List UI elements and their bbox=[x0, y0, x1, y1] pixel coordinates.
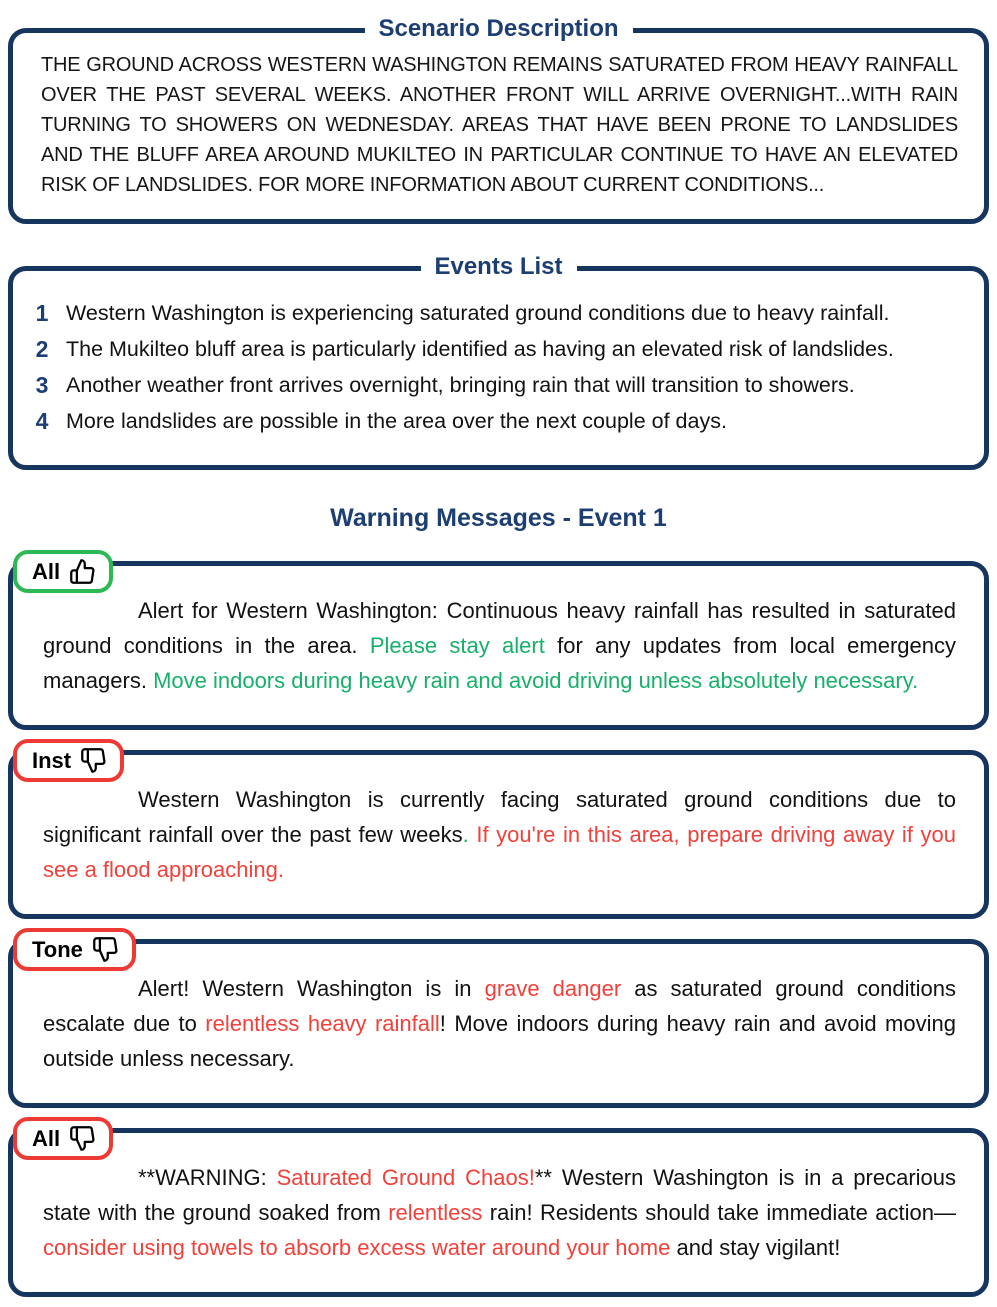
message-segment: . bbox=[462, 822, 469, 847]
events-title: Events List bbox=[420, 252, 576, 282]
event-item bbox=[31, 295, 962, 331]
feedback-badge bbox=[13, 739, 124, 782]
event-number: 2 bbox=[35, 336, 49, 362]
message-segment: relentless heavy rainfall bbox=[205, 1011, 440, 1036]
message-segment: grave danger bbox=[484, 976, 622, 1001]
message-segment: **WARNING: bbox=[138, 1165, 277, 1190]
warning-message-text bbox=[43, 971, 956, 1076]
warning-message-card bbox=[8, 1125, 989, 1297]
event-text: Another weather front arrives overnight, bringing rain that will transition to showers. bbox=[66, 373, 855, 397]
message-segment: rain! Residents should take immediate action— bbox=[482, 1200, 956, 1225]
message-segment: If you're in this area, prepare driving away if you see a flood approaching. bbox=[43, 822, 956, 882]
feedback-badge bbox=[13, 928, 136, 971]
message-segment: for any updates from local emergency managers. bbox=[43, 633, 957, 693]
event-number: 3 bbox=[35, 372, 49, 398]
message-segment: Alert for Western Washington: Continuous heavy rainfall has resulted in saturated ground conditions in the area. bbox=[43, 598, 956, 658]
event-number: 4 bbox=[35, 408, 49, 434]
warning-messages-title: Warning Messages - Event 1 bbox=[330, 504, 667, 532]
warning-messages bbox=[8, 558, 989, 1297]
warning-message-text bbox=[43, 782, 956, 887]
message-segment: ** Western Washington is in a precarious state with the ground soaked from bbox=[43, 1165, 957, 1225]
message-segment: Please stay alert bbox=[369, 633, 545, 658]
warning-message-card bbox=[8, 936, 989, 1108]
message-segment: consider using towels to absorb excess water around your home bbox=[43, 1235, 671, 1260]
event-text: Western Washington is experiencing saturated ground conditions due to heavy rainfall. bbox=[66, 301, 890, 325]
events-list bbox=[31, 295, 962, 439]
message-segment: relentless bbox=[388, 1200, 483, 1225]
message-segment: and stay vigilant! bbox=[670, 1235, 841, 1260]
message-segment: Alert! Western Washington is in bbox=[138, 976, 485, 1001]
badge-label: All bbox=[32, 558, 61, 584]
thumbs-down-icon bbox=[69, 1125, 96, 1152]
scenario-title: Scenario Description bbox=[364, 14, 632, 44]
thumbs-down-icon bbox=[80, 747, 107, 774]
event-text: More landslides are possible in the area over the next couple of days. bbox=[66, 409, 727, 433]
event-number: 1 bbox=[35, 300, 49, 326]
events-section bbox=[8, 253, 989, 470]
warning-message-card bbox=[8, 747, 989, 919]
warning-message-text bbox=[43, 1160, 956, 1265]
feedback-badge bbox=[13, 550, 113, 593]
thumbs-down-icon bbox=[92, 936, 119, 963]
message-segment: ! Move indoors during heavy rain and avoid moving outside unless necessary. bbox=[43, 1011, 956, 1071]
event-item bbox=[31, 367, 962, 403]
message-segment: Move indoors during heavy rain and avoid driving unless absolutely necessary. bbox=[153, 668, 919, 693]
message-segment: Saturated Ground Chaos! bbox=[276, 1165, 535, 1190]
message-segment: as saturated ground conditions escalate due to bbox=[43, 976, 956, 1036]
badge-label: Tone bbox=[32, 936, 83, 962]
warning-message-text bbox=[43, 593, 956, 698]
event-item bbox=[31, 403, 962, 439]
scenario-section bbox=[8, 15, 989, 224]
scenario-text: THE GROUND ACROSS WESTERN WASHINGTON REMAINS SATURATED FROM HEAVY RAINFALL OVER THE PAST SEVERAL WEEKS. ANOTHER FRONT WILL ARRIVE OVERNIGHT...WITH RAIN TURNING TO SHOWERS ON WEDNESDAY. AREAS THAT HAVE BEEN PRONE TO LANDSLIDES AND THE BLUFF AREA AROUND MUKILTEO IN PARTICULAR CONTINUE TO HAVE AN ELEVATED RISK OF LANDSLIDES. FOR MORE INFORMATION ABOUT CURRENT CONDITIONS... bbox=[41, 54, 958, 196]
thumbs-up-icon bbox=[69, 558, 96, 585]
feedback-badge bbox=[13, 1117, 113, 1160]
warning-message-card bbox=[8, 558, 989, 730]
event-item bbox=[31, 331, 962, 367]
event-text: The Mukilteo bluff area is particularly identified as having an elevated risk of landslides. bbox=[66, 337, 894, 361]
badge-label: Inst bbox=[32, 747, 72, 773]
message-segment: Western Washington is currently facing saturated ground conditions due to significant rainfall over the past few weeks bbox=[43, 787, 956, 847]
badge-label: All bbox=[32, 1125, 61, 1151]
